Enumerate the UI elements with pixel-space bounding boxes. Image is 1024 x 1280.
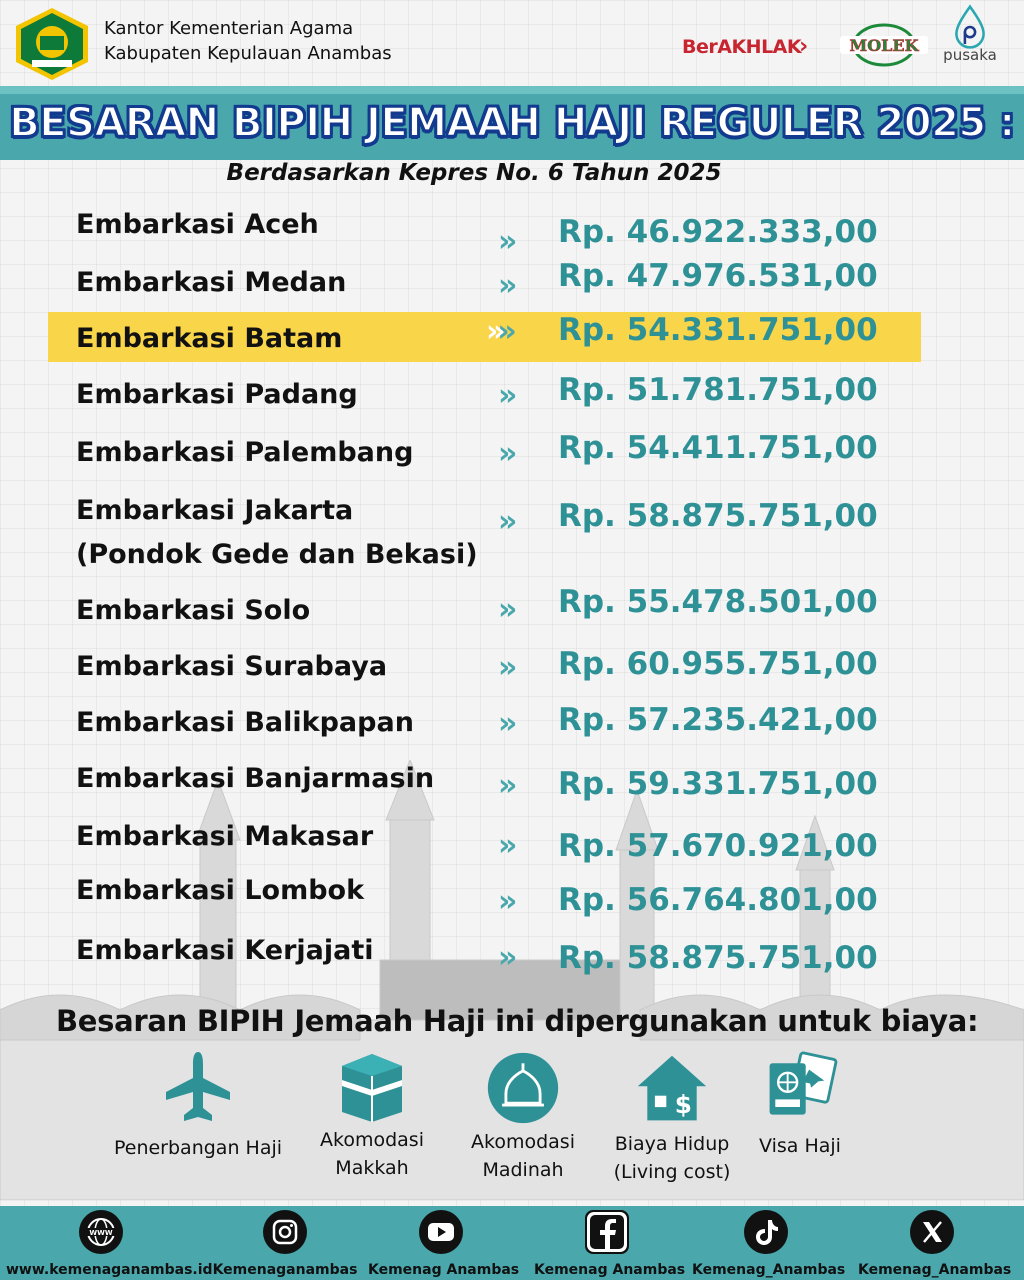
social-facebook[interactable] (534, 1210, 686, 1278)
embarkasi-name: Embarkasi Solo (76, 595, 311, 626)
embarkasi-price: Rp. 59.331.751,00 (558, 766, 878, 802)
usage-label-line2: Makkah (335, 1157, 409, 1179)
double-chevron-right-icon: » (498, 650, 510, 685)
social-handle: Kemenag Anambas (534, 1262, 686, 1278)
double-chevron-right-icon: » (498, 828, 510, 863)
social-handle: Kemenag_Anambas (692, 1262, 846, 1278)
double-chevron-right-icon: » (498, 268, 510, 303)
double-chevron-right-icon: » (498, 768, 510, 803)
usage-item-akomodasi-makkah (308, 1046, 436, 1182)
usage-item-biaya-hidup (604, 1052, 740, 1186)
pusaka-logo-text: pusaka (943, 46, 997, 64)
social-x[interactable] (858, 1210, 1012, 1278)
berakhlak-logo (682, 34, 808, 59)
double-chevron-right-icon: » (498, 940, 510, 975)
embarkasi-price: Rp. 58.875.751,00 (558, 498, 878, 534)
usage-label-line2: Madinah (482, 1159, 564, 1181)
double-chevron-right-icon: » (498, 706, 510, 741)
usage-label: Visa Haji (759, 1135, 841, 1157)
double-chevron-right-icon: » (498, 504, 510, 539)
double-chevron-right-icon: » (498, 378, 510, 413)
embarkasi-name: Embarkasi Balikpapan (76, 707, 414, 738)
social-youtube[interactable] (368, 1210, 520, 1278)
org-name-line2: Kabupaten Kepulauan Anambas (104, 43, 392, 64)
social-tiktok[interactable] (692, 1210, 846, 1278)
svg-text:$: $ (674, 1089, 692, 1119)
double-chevron-right-icon: » (498, 224, 510, 259)
airplane-icon (158, 1046, 238, 1126)
embarkasi-name: Embarkasi Surabaya (76, 651, 388, 682)
social-website[interactable] (6, 1210, 213, 1278)
embarkasi-name: Embarkasi Batam (76, 323, 343, 354)
embarkasi-price: Rp. 51.781.751,00 (558, 372, 878, 408)
tiktok-icon (744, 1210, 788, 1254)
double-chevron-right-icon: » (498, 884, 510, 919)
social-handle: www.kemenaganambas.id (6, 1262, 213, 1278)
embarkasi-name: Embarkasi Kerjajati (76, 935, 374, 966)
usage-list (0, 1046, 1024, 1196)
usage-item-akomodasi-madinah (458, 1050, 588, 1184)
facebook-icon (585, 1210, 629, 1254)
double-chevron-right-icon: » (498, 436, 510, 471)
embarkasi-name: Embarkasi Jakarta (76, 495, 354, 526)
embarkasi-name: Embarkasi Medan (76, 267, 347, 298)
org-name-line1: Kantor Kementerian Agama (104, 18, 354, 39)
page-title: BESARAN BIPIH JEMAAH HAJI REGULER 2025 : (9, 100, 1015, 146)
svg-text:WWW: WWW (89, 1229, 113, 1237)
usage-label: Biaya Hidup (614, 1133, 730, 1155)
embarkasi-name: Embarkasi Palembang (76, 437, 414, 468)
usage-label: Penerbangan Haji (113, 1137, 283, 1159)
kaaba-icon (332, 1046, 412, 1126)
org-name (104, 16, 392, 66)
embarkasi-price: Rp. 46.922.333,00 (558, 214, 878, 250)
triple-chevron-right-icon: »» (486, 314, 509, 349)
pusaka-drop-icon (953, 4, 987, 50)
chevron-right-icon: › (799, 34, 808, 59)
social-instagram[interactable] (212, 1210, 358, 1278)
usage-title: Besaran BIPIH Jemaah Haji ini dipergunakan untuk biaya: (56, 1004, 979, 1038)
www-icon (79, 1210, 123, 1254)
embarkasi-price: Rp. 60.955.751,00 (558, 646, 878, 682)
house-money-icon (632, 1052, 712, 1128)
x-icon (910, 1210, 954, 1254)
double-chevron-right-icon: » (498, 592, 510, 627)
page-subtitle: Berdasarkan Kepres No. 6 Tahun 2025 (226, 160, 722, 186)
usage-label-line2: (Living cost) (613, 1161, 731, 1183)
embarkasi-price: Rp. 55.478.501,00 (558, 584, 878, 620)
berakhlak-logo-text: BerAKHLAK (682, 36, 802, 58)
embarkasi-price: Rp. 58.875.751,00 (558, 940, 878, 976)
molek-logo (838, 22, 930, 68)
instagram-icon (263, 1210, 307, 1254)
header (0, 0, 1024, 86)
embarkasi-name: Embarkasi Banjarmasin (76, 763, 435, 794)
embarkasi-name: Embarkasi Lombok (76, 875, 365, 906)
title-band (0, 86, 1024, 160)
embarkasi-price: Rp. 56.764.801,00 (558, 882, 878, 918)
embarkasi-name: Embarkasi Aceh (76, 209, 319, 240)
youtube-icon (419, 1210, 463, 1254)
social-handle: Kemenag_Anambas (858, 1262, 1012, 1278)
usage-item-penerbangan (106, 1046, 290, 1162)
social-handle: Kemenag Anambas (368, 1262, 520, 1278)
embarkasi-name: Embarkasi Padang (76, 379, 358, 410)
embarkasi-price: Rp. 57.235.421,00 (558, 702, 878, 738)
embarkasi-price: Rp. 54.331.751,00 (558, 312, 878, 348)
embarkasi-price: Rp. 57.670.921,00 (558, 828, 878, 864)
pusaka-logo (934, 4, 1006, 78)
embarkasi-name-line2: (Pondok Gede dan Bekasi) (76, 539, 478, 570)
usage-label: Akomodasi (471, 1131, 575, 1153)
embarkasi-price: Rp. 54.411.751,00 (558, 430, 878, 466)
footer-social-bar (0, 1206, 1024, 1280)
usage-label: Akomodasi (320, 1129, 424, 1151)
usage-item-visa (752, 1050, 848, 1160)
mosque-dome-icon (485, 1050, 561, 1126)
visa-passport-icon (760, 1050, 840, 1126)
embarkasi-name: Embarkasi Makasar (76, 821, 374, 852)
embarkasi-price: Rp. 47.976.531,00 (558, 258, 878, 294)
social-handle: Kemenaganambas (212, 1262, 358, 1278)
molek-logo-text: MOLEK (849, 36, 919, 55)
kemenag-logo (12, 6, 92, 82)
